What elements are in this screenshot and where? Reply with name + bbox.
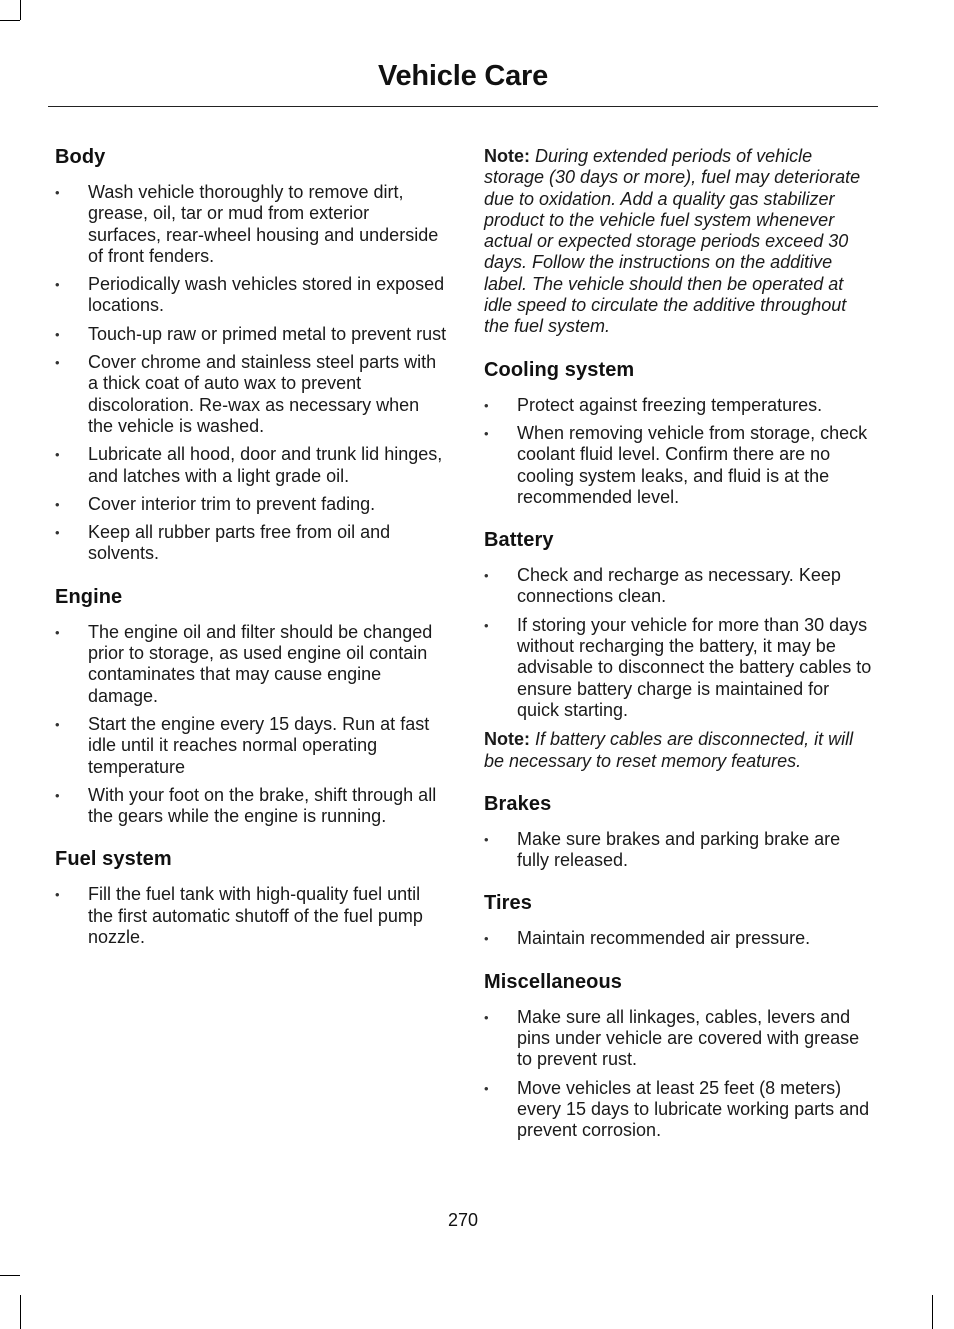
- note-label: Note:: [484, 146, 530, 166]
- section-heading: Body: [55, 146, 106, 168]
- list-item: • The engine oil and filter should be changed prior to storage, as used engine oil contain contaminates that may cause engine damage.: [55, 622, 447, 707]
- bullet-list: [484, 1007, 876, 1142]
- list-item: • With your foot on the brake, shift through all the gears while the engine is running.: [55, 785, 447, 828]
- section-body: [55, 146, 447, 565]
- section-heading: Tires: [484, 892, 532, 915]
- list-item: • Touch-up raw or primed metal to prevent rust: [55, 324, 447, 345]
- list-item: • Maintain recommended air pressure.: [484, 928, 876, 949]
- section-heading: Miscellaneous: [484, 970, 623, 993]
- section-tires: [484, 892, 876, 949]
- note-fuel-storage: [484, 146, 876, 338]
- bullet-list: [484, 829, 876, 872]
- list-item: • If storing your vehicle for more than 30 days without recharging the battery, it may be advisable to disconnect the battery cables to ensure battery charge is maintained for quick starting.: [484, 615, 876, 721]
- bullet-list: [55, 884, 447, 948]
- list-item: • Move vehicles at least 25 feet (8 meters) every 15 days to lubricate working parts and prevent corrosion.: [484, 1078, 876, 1142]
- list-item: • Fill the fuel tank with high-quality fuel until the first automatic shutoff of the fuel pump nozzle.: [55, 884, 447, 948]
- section-heading: Cooling system: [484, 358, 635, 381]
- bullet-list: [484, 395, 876, 508]
- section-brakes: [484, 793, 876, 872]
- list-item: • Lubricate all hood, door and trunk lid hinges, and latches with a light grade oil.: [55, 444, 447, 487]
- list-item: • Make sure brakes and parking brake are fully released.: [484, 829, 876, 872]
- bullet-list: [55, 182, 447, 565]
- right-column: [484, 146, 876, 1163]
- section-heading: Engine: [55, 585, 123, 608]
- list-item: • Cover chrome and stainless steel parts with a thick coat of auto wax to prevent discoloration. Re-wax as necessary when the vehicle is washed.: [55, 352, 447, 437]
- note-text: If battery cables are disconnected, it will be necessary to reset memory features.: [484, 729, 854, 771]
- list-item: • Start the engine every 15 days. Run at fast idle until it reaches normal operating temperature: [55, 714, 447, 778]
- section-fuel-system: [55, 848, 447, 948]
- list-item: • Cover interior trim to prevent fading.: [55, 494, 447, 515]
- section-cooling-system: [484, 359, 876, 508]
- crop-mark-bottom-right-v: [932, 1295, 933, 1329]
- list-item: • Protect against freezing temperatures.: [484, 395, 876, 416]
- bullet-list: [484, 928, 876, 949]
- page-number: 270: [447, 1210, 479, 1230]
- crop-mark-top-left-v: [20, 0, 21, 20]
- section-battery: [484, 529, 876, 772]
- crop-mark-bottom-left-h: [0, 1275, 20, 1276]
- note-label: Note:: [484, 729, 530, 750]
- note-text: During extended periods of vehicle storage (30 days or more), fuel may deteriorate due to oxidation. Add a quality gas stabilizer product to the vehicle fuel system whenever actual or expected storage periods exceed 30 days. Follow the instructions on the additive label. The vehicle should then be operated at idle speed to circulate the additive throughout the fuel system.: [484, 146, 861, 337]
- section-miscellaneous: [484, 971, 876, 1142]
- section-heading: Battery: [484, 529, 554, 552]
- section-heading: Fuel system: [55, 848, 172, 871]
- section-heading: Brakes: [484, 792, 552, 815]
- title-divider: [48, 106, 878, 107]
- bullet-list: [55, 622, 447, 828]
- list-item: • Make sure all linkages, cables, levers and pins under vehicle are covered with grease to prevent rust.: [484, 1007, 876, 1071]
- crop-mark-top-left-h: [0, 20, 20, 21]
- list-item: • Keep all rubber parts free from oil and solvents.: [55, 522, 447, 565]
- list-item: • When removing vehicle from storage, check coolant fluid level. Confirm there are no cooling system leaks, and fluid is at the recommended level.: [484, 423, 876, 508]
- list-item: • Periodically wash vehicles stored in exposed locations.: [55, 274, 447, 317]
- list-item: • Check and recharge as necessary. Keep connections clean.: [484, 565, 876, 608]
- left-column: [55, 146, 447, 969]
- note-battery-cables: [484, 729, 876, 772]
- page-title: Vehicle Care: [377, 60, 549, 92]
- bullet-list: [484, 565, 876, 721]
- list-item: • Wash vehicle thoroughly to remove dirt, grease, oil, tar or mud from exterior surfaces, rear-wheel housing and underside of front fenders.: [55, 182, 447, 267]
- crop-mark-bottom-left-v: [20, 1295, 21, 1329]
- section-engine: [55, 586, 447, 828]
